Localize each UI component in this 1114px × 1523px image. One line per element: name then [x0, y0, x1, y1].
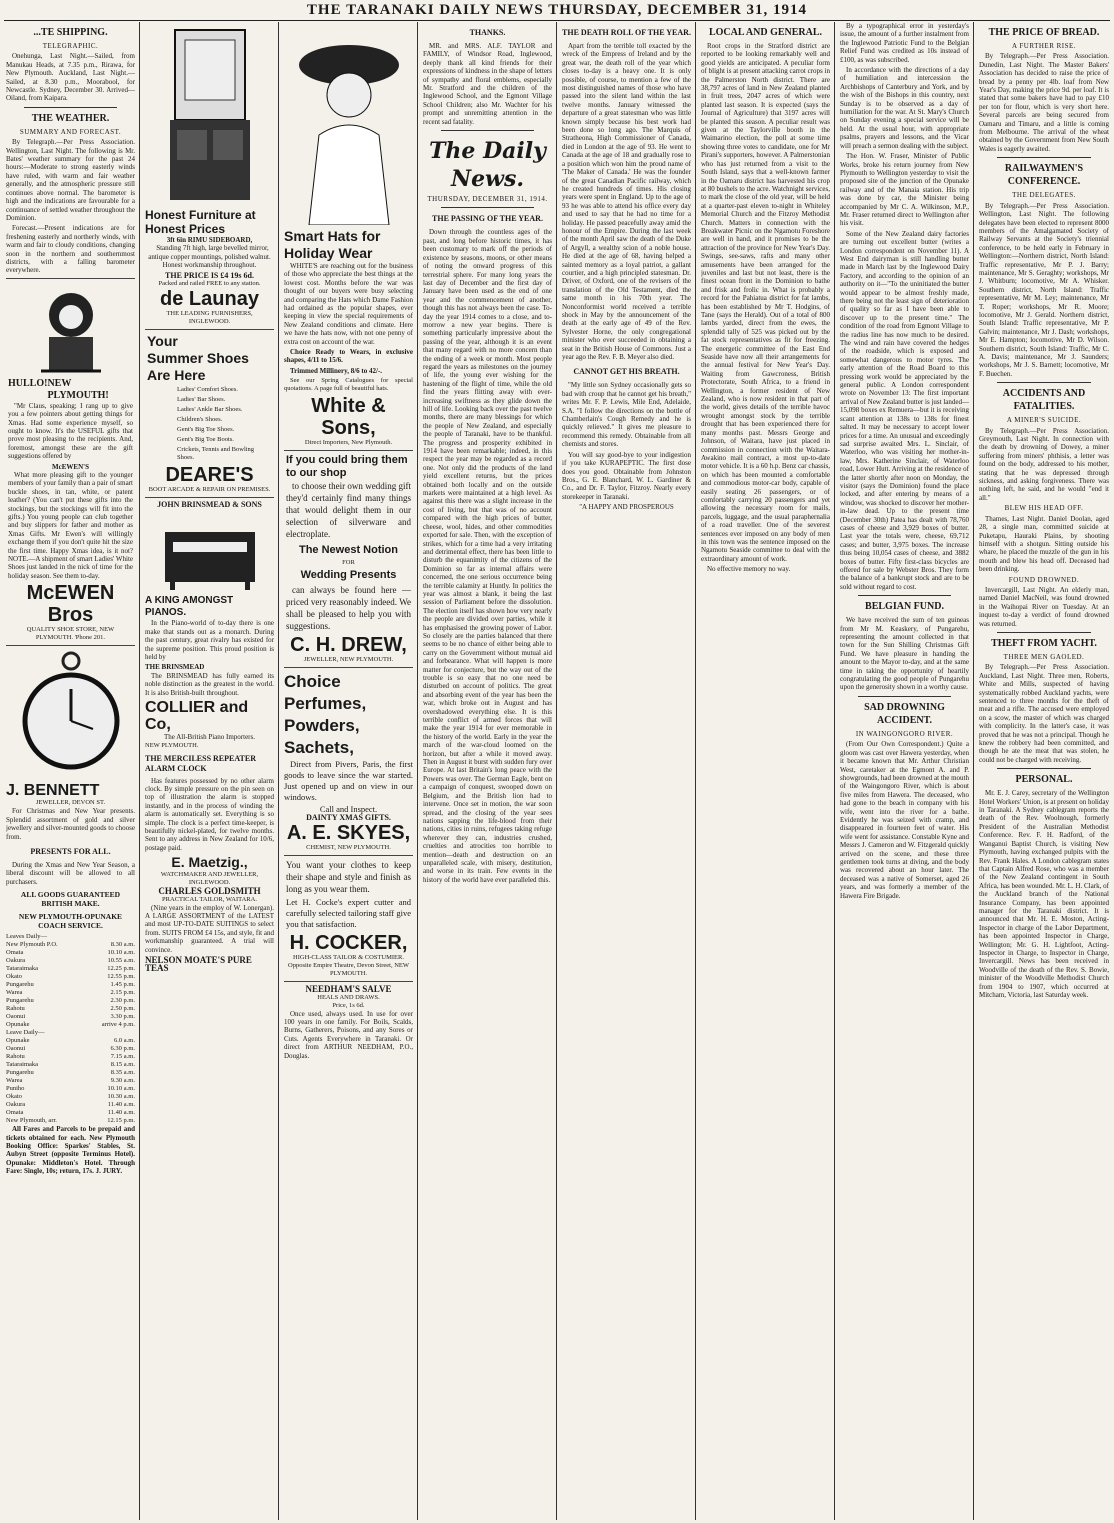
collier-name: COLLIER and Co,	[145, 699, 249, 734]
timetable-row	[6, 1117, 135, 1125]
the-brinsmead-label: THE BRINSMEAD	[145, 663, 205, 672]
forecast-text: Forecast.—Present indications are for freshening easterly and northerly winds, with warm and fair to cloudy conditions, changing soon in the northern and southernmost districts, with a falling barometer everywhere.	[6, 224, 135, 275]
timetable-stop: Warea	[6, 1077, 23, 1085]
weather-heading: THE WEATHER.	[31, 112, 110, 124]
column-divider	[834, 22, 835, 1520]
timetable-return	[6, 1037, 135, 1125]
drowning-text: (From Our Own Correspondent.) Quite a gloom was cast over Hawera yesterday, when it became known that Mr. Arthur Christian West, caretaker at the Egmont A. and P. showgrounds, had been drowned at the mouth of the Waingongoro River, which is about five miles from Hawera. The deceased, who had gone to the beach in company with his wife, went into the river for a bathe. Evidently he was seized with cramp, and disappeared in fourteen feet of water. His wife went for assistance. Constable Kyne and Messrs J. Cameron and W. Fitzgerald quickly arrived on the scene, and these three gentlemen took turns at diving, and the body was recovered about an hour later. The deceased was a native of Somerset, aged 26 years, and was formerly a member of the Hawera Fire Brigade.	[840, 740, 969, 900]
skyes-subheading: CHEMIST, NEW PLYMOUTH.	[306, 844, 391, 852]
needham-text: Once used, always used. In use for over 100 years in one family. For Boils, Scalds, Burns, Gatherers, Poisons, and any Sores or Cuts. Agents Everywhere in Taranaki. Or direct from ARTHUR NEEDHAM, P.O., Douglas.	[284, 1009, 413, 1060]
accidents-heading: ACCIDENTS AND FATALITIES.	[1002, 388, 1086, 413]
bring-text: to choose their own wedding gift they'd certainly find many things that would delight them in our selection of silverware and electroplate.	[286, 481, 411, 540]
masthead: THE TARANAKI DAILY NEWS THURSDAY, DECEMBER 31, 1914	[306, 2, 808, 18]
divider	[997, 768, 1091, 769]
shoe-list-item: Ladies' Ankle Bar Shoes.	[177, 406, 243, 414]
timetable-row	[6, 1045, 135, 1053]
thanks-text: MR. and MRS. ALF. TAYLOR and FAMILY, of Windsor Road, Inglewood, deeply thank all kind friends for their expressions of kindness in the shape of letters of sympathy and floral emblems, especially Mr. Stratford and the children of the Inglewood School, and the Egmont Village School Children; also Mr. Wachter for his prompt and unremitting attention in the recent sad fatality.	[423, 42, 552, 126]
blew-head-text: Thames, Last Night. Daniel Doolan, aged 28, a single man, committed suicide at Puketapu, Hauraki Plains, by shooting himself with a shotgun. Sitting outside his whare, he placed the muzzle of the gun in his mouth and blew his head off. Deceased had been drinking.	[979, 514, 1109, 574]
timetable-time: 1.45 p.m.	[110, 981, 135, 989]
column-6	[701, 22, 830, 1520]
timetable-stop: New Plymouth, arr.	[6, 1117, 57, 1125]
timetable-stop: Puniho	[6, 1085, 25, 1093]
timetable-time: 3.30 p.m.	[110, 1013, 135, 1021]
death-roll-text: Apart from the terrible toll exacted by the wreck of the Empress of Ireland and by the great war, the death roll of the year which closes to-day is a heavy one. It is only possible, of course, to mention a few of the most distinguished names of those who have passed into the silent land within the last twelve months. January witnessed the departure of a great statesman who was little known simply because his best work had been done so long ago. The Marquis of Stratheona, High Commissioner of Canada, died in London at the age of 93. He went to Canada at the age of 18 and gradually rose to a position which won him the proud name of 'The Maker of Canada.' He was the founder of the great Canadian Pacific railway, which he created hundreds of times. His closing years were spent in England. Up to the age of 93 he was able to attend his office every day and used to say that he had no time for a holiday. He passed peacefully away amid the honour of the Empire. During the last week of the month April saw the death of the Duke of Argyll, a wealthy scion of a noble house. He died at the age of 68, having helped a sainted memory as a loyal patriot, a gallant courtier, and a high principled statesman. Dr. Driver, of Oxford, one of the revisers of the translation of the Old Testament, died the same month in his 70th year. The Nonconformist world received a terrible shock in May by the announcement of the death at the early age of 49 of the Rev. Sylvester Horne, the only congregational minister who ever succeeded in obtaining a seat in the British House of Commons. Just a year ago the Rev. F. B. Meyer also died.	[562, 42, 691, 362]
column-4	[423, 22, 552, 1520]
clothes-text: You want your clothes to keep their shape and style and finish as long as you wear them.	[286, 860, 411, 895]
personal-text: Mr. E. J. Carey, secretary of the Wellington Hotel Workers' Union, is at present on holiday in Taranaki. A Sydney cablegram reports the death of the Rev. Woolnough, formerly President of the Australian Methodist Conference. Rev. F. H. Radford, of the Wanganui Baptist Church, is visiting New Plymouth, having exchanged pulpits with the Rev. Frank Hales. A London cablegram states that Captain Alfred Rose, who was a member of the New Zealand contingent in South Africa, has been wounded. Mr. L. H. Clark, of the Auckland branch of the National Insurance Company, has been appointed manager for the Taranaki district. It is announced that Mr. H. E. Moston, Acting-Inspector in charge of the Labor Department, has been appointed Inspector in Charge, Wellington; Mr. G. H. Lightfoot, Acting-Inspector in Charge, to Inspector in Charge, Invercargill. News has been received in Woodville of the death of the Rev. S. Bowie, minister of the Woodville Methodist Church from 1904 to 1907, which occurred at Mitcham, Victoria, last Saturday week.	[979, 789, 1109, 999]
timetable-row	[6, 1085, 135, 1093]
needham-heading: NEEDHAM'S SALVE	[305, 984, 392, 995]
timetable-time: arrive 4 p.m.	[101, 1021, 135, 1029]
sideboard-label: 3ft 6in RIMU SIDEBOARD,	[166, 236, 253, 244]
timetable-stop: Oakura	[6, 1101, 26, 1109]
white-sons-subheading: Direct Importers, New Plymouth.	[304, 439, 393, 447]
passing-heading: THE PASSING OF THE YEAR.	[432, 214, 543, 224]
king-heading: A KING AMONGST PIANOS.	[145, 595, 234, 619]
mcewen-text: "Mr Claus, speaking; I rang up to give you a few pointers about getting things for Xmas. Had some experience myself, so ought to know. It's the USEFUL gifts that prove most pleasing to the recipients. And, foremost, amongst these are the gift suggestions offered by	[8, 401, 133, 461]
theft-text: By Telegraph.—Per Press Association. Auckland, Last Night. Three men, Roberts, White and Mills, suspected of having systematically robbed Auckland yachts, were sentenced to three months for the theft of meat and a rifle. The accused were employed on a scow, the master of which was charged with complicity. In the latter's case, it was proved that he was not a principal. Though he knew the robbery had been committed, and though he ate the meat that was stolen, he could not be charged with receiving.	[979, 663, 1109, 764]
shoe-list-item: Gent's Big Toe Shoes.	[177, 426, 235, 434]
timetable-time: 11.40 a.m.	[107, 1109, 135, 1117]
timetable-stop: Oakura	[6, 957, 26, 965]
column-3	[284, 22, 413, 1520]
closing-text: No effective memory no way.	[707, 565, 791, 574]
cannot-breath-heading: CANNOT GET HIS BREATH.	[573, 367, 680, 377]
goldsmith-text: (Nine years in the employ of W. Lonergan). A LARGE ASSORTMENT of the LATEST and most UP-TO-DATE SUITINGS to select from. SUITS FROM £4 15s, and style, fit and workmanship guaranteed. A trial will convince.	[145, 903, 274, 954]
timetable-row	[6, 941, 135, 949]
masthead-rule	[4, 20, 1110, 21]
piano-illustration	[155, 512, 265, 592]
wedding-text: can always be found here —priced very reasonably indeed. We shall be pleased to help you with suggestions.	[286, 585, 411, 632]
choice-ready-text: Choice Ready to Wears, in exclusive shapes, 4/11 to 15/6.	[284, 348, 413, 365]
delaunay-subheading: THE LEADING FURNISHERS, INGLEWOOD.	[166, 310, 253, 326]
death-roll-heading: THE DEATH ROLL OF THE YEAR.	[562, 28, 691, 37]
timetable-row	[6, 1013, 135, 1021]
newest-notion-heading: The Newest Notion	[298, 544, 398, 557]
timetable-row	[6, 949, 135, 957]
timetable-stop: Okato	[6, 973, 22, 981]
mcewen-text-2: What more pleasing gift to the younger members of your family than a pair of smart buckle shoes, in tan, white, or patent leather? (You can't put these gifts into the stockings, but the stockings will fit into the gifts.) You young people can club together and buy slippers for father and mother as Xmas Gifts. Mr Ewen's will willingly exchange them if you don't quite hit the size the first time. Happy Xmas idea, is it not? NOTE.—A shipment of smart Ladies' White Shoes just landed in the nick of time for the holiday season. See them to-day.	[8, 471, 133, 580]
personal-heading: PERSONAL.	[1015, 774, 1073, 786]
timetable-time: 2.50 p.m.	[110, 1005, 135, 1013]
leaves-daily-label: Leaves Daily—	[6, 933, 47, 941]
needham-price: Price, 1s 6d.	[332, 1001, 365, 1009]
perfumes-heading: Choice Perfumes, Powders, Sachets,	[284, 672, 367, 758]
found-drowned-subheading: FOUND DROWNED.	[1008, 575, 1080, 584]
shoe-list-item: Ladies' Bar Shoes.	[177, 396, 226, 404]
col7-text-3: Some of the New Zealand dairy factories are turning out excellent butter (writes a London correspondent on November 11). A West End dairyman is still handling butter made in March last by the Inglewood Dairy Factory, and according to the opinion of an authority on it—"To the uninitiated the butter would appear to be almost freshly made, there being not the least sign of deterioration of quality so far as I have been able to discover up to the present time." The condition of the road from Egmont Village to the radius line has now much to be desired. The wind and rain have covered the hedges of the roadside, which is exposed and somewhat dangerous to motor tyres. The early attention of the Road Board to this pressing work would be appreciated by the general public. A London correspondent wrote on November 13: The first important arrival of New Zealand butter is just landed—15,098 boxes ex Remuera—but it is receiving scant attention at 138s to 138s for finest salted. It may be necessary to accept lower prices for a time. An unusual and exceedingly sad surprise awaited Mrs. L. Sinclair, of Waterloo, who was visiting her mother-in-law, Mrs. Katherine Sinclair, of Waterloo road, Lower Hutt. Arriving at the residence of the latter shortly after noon on Monday, the visitor (says the Dominion) found the place locked, and after entering by means of a window, was shocked to discover her mother-in-law dead. Up to the present time (December 30th) Patea has dealt with 78,760 cases of cheese and 3,929 boxes of butter. Last year the totals were, cheese, 69,712 cases; and butter, 3,975 boxes. The increase thus being 10,054 cases of cheese, and 3882 boxes of butter. Fifty first-class bicycles are offered for sale by Webster Bros. They form the balance of a bankrupt stock and are to be sold without regard to cost.	[840, 229, 969, 591]
found-drowned-text: Invercargill, Last Night. An elderly man, named Daniel MacNeil, was found drowned in the Waihopai River on Tuesday. At an inquest to-day a verdict of found drowned was returned.	[979, 585, 1109, 628]
divider	[997, 157, 1091, 158]
price-subtext: Packed and railed FREE to any station.	[158, 280, 261, 288]
bring-heading: If you could bring them to our shop	[286, 454, 408, 480]
column-2	[145, 22, 274, 1520]
collier-subheading: The All-British Piano Importers.	[164, 733, 255, 742]
timetable-stop: Okato	[6, 1093, 22, 1101]
hullo-label: HULLO!	[8, 377, 48, 389]
timetable-row	[6, 1077, 135, 1085]
sideboard-text: Standing 7ft high, large bevelled mirror, antique copper mountings, polished walnut. Honest workmanship throughout.	[148, 244, 271, 270]
suicide-text: By Telegraph.—Per Press Association. Greymouth, Last Night. In connection with the death by drowning of Dowey, a miner suffering from miners' phthisis, a letter was found on the body, addressed to his mother, stating that he was depressed through sickness, and asking forgiveness. There was nothing left, he said, and he would "end it all."	[979, 426, 1109, 502]
column-divider	[417, 22, 418, 1520]
bennett-name: J. BENNETT	[6, 782, 100, 800]
maetzig-subheading: WATCHMAKER AND JEWELLER, INGLEWOOD.	[160, 871, 259, 887]
col7-text-1: In accordance with the directions of a day of humiliation and intercession the Archbishops of Canterbury and York, and by the wish of the Bishops in this country, next Sunday is to be observed as a day of humiliation for the war. At St. Mary's Church on Sunday evening a special service will be held. At the usual hour, with appropriate psalms, prayers and lessons, and the Vicar will preach a sermon dealing with the subject.	[840, 66, 969, 150]
thanks-heading: THANKS.	[469, 28, 506, 37]
merciless-heading: THE MERCILESS REPEATER ALARM CLOCK	[145, 753, 256, 773]
timetable-stop: New Plymouth P.O.	[6, 941, 58, 949]
timetable-time: 8.15 a.m.	[110, 1061, 135, 1069]
timetable-time: 10.10 a.m.	[107, 949, 135, 957]
shoe-list-item: Children's Shoes.	[177, 416, 223, 424]
for-label: FOR	[342, 559, 355, 567]
skyes-name: A. E. SKYES,	[286, 822, 411, 845]
sideboard-illustration	[165, 25, 255, 205]
timetable-stop: Oaonui	[6, 1045, 26, 1053]
typo-correction-text: By a typographical error in yesterday's issue, the amount of a further instalment from the Inglewood Patriotic Fund to the Belgian Relief Fund was credited as 10s instead of £100, as was subscribed.	[840, 22, 969, 64]
divider	[997, 632, 1091, 633]
bennett-subheading: JEWELLER, DEVON ST.	[35, 799, 106, 807]
goodbye-text: You will say good-bye to your indigestion if you take KURAPEPTIC. The first dose does you good. Obtainable from Johnston Bros., G. E. Blanchard, W. L. Gardiner & Co., and Dr. F. Taylor, Fitzroy. Nearly every storekeeper in Taranaki.	[562, 450, 691, 501]
timetable-time: 2.30 p.m.	[110, 997, 135, 1005]
bread-price-heading: THE PRICE OF BREAD.	[988, 27, 1100, 38]
newspaper-nameplate: The Daily News.	[429, 138, 546, 193]
goldsmith-name: CHARLES GOLDSMITH	[158, 886, 261, 897]
divider	[24, 107, 117, 108]
cannot-breath-text: "My little son Sydney occasionally gets so bad with croup that he cannot get his breath," writes Mr. F. P. Lewis, Mile End, Adelaide, S.A. "I follow the directions on the bottle of Chamberlain's Cough Remedy and he is quickly relieved." It gives me pleasure to recommend this remedy. Obtainable from all chemists and stores.	[562, 381, 691, 449]
timetable-time: 8.35 a.m.	[110, 1069, 135, 1077]
catalogue-text: See our Spring Catalogues for special quotations. A page full of beautiful hats.	[284, 377, 413, 393]
shipping-text: Onehunga, Last Night.—Sailed, from Manukau Heads, at 7.35 p.m., Rirawa, for New Plymouth. Auckland, Last Night.—Sailed, at 8.30 p.m., Moorabool, for Newcastle. Sydney, December 30. Arrived—Oiland, from Kaipara.	[6, 52, 135, 103]
timetable-row	[6, 1061, 135, 1069]
coach-footer: All Fares and Parcels to be prepaid and tickets obtained for each. New Plymouth Booking Office: Sparkes' Stables, St. Aubyn Street (opposite Terminus Hotel). Opunake: Middleton's Hotel. Through Fare: Single, 10s; return, 17s. J. JURY.	[6, 1125, 135, 1176]
column-divider	[139, 22, 140, 1520]
timetable-row	[6, 1053, 135, 1061]
divider	[997, 382, 1091, 383]
timetable-row	[6, 997, 135, 1005]
delegates-subheading: THE DELEGATES.	[1012, 191, 1076, 200]
timetable-stop: Opunake	[6, 1037, 30, 1045]
cocker-text: Let H. Cocke's expert cutter and carefully selected tailoring staff give you that satisfaction.	[286, 897, 411, 930]
column-8	[979, 22, 1109, 1520]
drowning-heading: SAD DROWNING ACCIDENT.	[864, 701, 945, 726]
theft-heading: THEFT FROM YACHT.	[991, 637, 1097, 649]
col7-text-2: The Hon. W. Fraser, Minister of Public Works, broke his return journey from New Plymouth to Wellington yesterday to visit the proposed site of the junction of the Opunake railway and of the Manaia station. His trip was done by car, the Minister being accompanied by Mr C. A. Wilkinson, M.P., Mr. Fraser returned direct to Wellington after his visit.	[840, 152, 969, 228]
coach-heading: NEW PLYMOUTH-OPUNAKE COACH SERVICE.	[18, 912, 123, 931]
wedding-presents-heading: Wedding Presents	[300, 569, 397, 582]
timetable-stop: Tataraimaka	[6, 965, 39, 973]
shoe-list	[147, 386, 272, 462]
mcewen-bros-name: McEWEN Bros	[26, 582, 115, 627]
dateline: THURSDAY, DECEMBER 31, 1914.	[427, 195, 548, 204]
timetable-stop: Omata	[6, 949, 24, 957]
shoe-list-item: Gent's Big Toe Boots.	[177, 436, 234, 444]
dainty-gifts-label: DAINTY XMAS GIFTS.	[306, 812, 391, 822]
timetable-time: 8.30 a.m.	[110, 941, 135, 949]
delaunay-name: de Launay	[160, 288, 259, 311]
shoes-heading-2: Summer Shoes	[147, 350, 249, 367]
column-divider	[695, 22, 696, 1520]
timetable-stop: Pungarehu	[6, 997, 34, 1005]
timetable-time: 12.55 p.m.	[107, 973, 135, 981]
timetable-row	[6, 973, 135, 981]
gaoled-subheading: THREE MEN GAOLED.	[1003, 652, 1085, 661]
belgian-fund-text: We have received the sum of ten guineas from Mr M. Keaskery, of Pungarehu, representing the amount collected in that town for the Sun Shilling Christmas Gift Fund. We have pleasure in handing the amount to the Mayor to-day, and at the same time in taking the opportunity of heartily congratulating the good people of Pungarehu upon the generosity shown in a worthy cause.	[840, 616, 969, 692]
timetable-row	[6, 1109, 135, 1117]
shoe-list-item: Crickets, Tennis and Bowling Shoes.	[177, 446, 255, 462]
timetable-stop: Rahotu	[6, 1053, 25, 1061]
guaranteed-heading: ALL GOODS GUARANTEED BRITISH MAKE.	[20, 890, 121, 909]
mcewens-label: McEWEN'S	[52, 462, 89, 471]
leave-daily-label: Leave Daily—	[6, 1029, 45, 1037]
shipping-heading: ...TE SHIPPING.	[33, 27, 108, 38]
timetable-row	[6, 957, 135, 965]
new-plymouth-label: NEW PLYMOUTH!	[47, 377, 109, 401]
cocker-subheading: HIGH-CLASS TAILOR & COSTUMIER. Opposite Empire Theatre, Devon Street, NEW PLYMOUTH.	[288, 954, 409, 978]
drowning-subheading: IN WAINGONGORO RIVER.	[855, 729, 954, 738]
divider	[441, 207, 534, 208]
bennett-text: For Christmas and New Year presents. Splendid assortment of gold and silver jewellery and silver-mounted goods to choose from.	[6, 807, 135, 841]
trimmed-text: Trimmed Millinery, 8/6 to 42/-.	[290, 366, 383, 375]
belgian-fund-heading: BELGIAN FUND.	[865, 601, 944, 613]
shipping-subheading: TELEGRAPHIC.	[42, 42, 99, 50]
timetable-stop: Pungarehu	[6, 1069, 34, 1077]
timetable-time: 9.30 a.m.	[110, 1077, 135, 1085]
column-1	[6, 22, 135, 1520]
timetable-stop: Opunake	[6, 1021, 30, 1029]
railway-text: By Telegraph.—Per Press Association. Wellington, Last Night. The following delegates have been elected to represent 8000 members of the Amalgamated Society of Railway Servants at the Society's triennial conference, to be held early in February in Wellington:—Northern district, North Island: Traffic representative, Mr P. J. Barry; maintenance, Mr S. Geraghty; workshops, Mr J. Whitburn; locomotive, Mr A. Whisker. Southern district, North Island: Traffic representative, Mr M. Ley; maintenance, Mr T. Roper; workshops, Mr R. Moore; locomotive, Mr J. Gerald. Northern district, South Island: Traffic representative, Mr P. Galvin; maintenance, Mr J. Dash; workshops, Mr E. Hampton; locomotive, Mr D. Wilson. Southern district, South Island: Traffic, Mr C. A. Davis; maintenance, Mr J. Saunders; workshops, Mr J. S. Barnett; locomotive, Mr F. Buechen.	[979, 201, 1109, 378]
timetable-time: 10.55 a.m.	[107, 957, 135, 965]
deares-name: DEARE'S	[165, 464, 254, 487]
local-general-heading: LOCAL AND GENERAL.	[708, 27, 823, 38]
timetable-row	[6, 1101, 135, 1109]
timetable-row	[6, 1069, 135, 1077]
hats-text: WHITE'S are reaching out for the business of those who appreciate the best things at the lowest cost. Months before the war was thought of our buyers were busy selecting and comparing the Hats which Dame Fashion had ordained as the popular shapes, ever keeping in view the special requirements of New Zealand conditions and climate. Here we have the hats now, with not one penny of extra cost on account of the war.	[284, 262, 413, 346]
collier-town: NEW PLYMOUTH.	[145, 741, 199, 749]
timetable-time: 7.15 a.m.	[110, 1053, 135, 1061]
column-divider	[973, 22, 974, 1520]
happy-prosperous-label: "A HAPPY AND PROSPEROUS	[579, 503, 674, 512]
suicide-subheading: A MINER'S SUICIDE.	[1006, 416, 1082, 425]
timetable-time: 11.40 a.m.	[107, 1101, 135, 1109]
column-divider	[556, 22, 557, 1520]
shoe-list-item: Ladies' Comfort Shoes.	[177, 386, 238, 394]
cocker-name: H. COCKER,	[289, 932, 408, 955]
weather-subheading: SUMMARY AND FORECAST.	[19, 127, 122, 136]
brinsmead-banner: JOHN BRINSMEAD & SONS	[157, 500, 262, 510]
timetable-stop: Oaonui	[6, 1013, 26, 1021]
timetable-time: 10.10 a.m.	[107, 1085, 135, 1093]
drew-subheading: JEWELLER, NEW PLYMOUTH.	[303, 656, 394, 664]
timetable-outbound	[6, 941, 135, 1029]
deares-subheading: BOOT ARCADE & REPAIR ON PREMISES.	[148, 486, 271, 494]
hat-lady-illustration	[294, 25, 404, 225]
railway-conference-heading: RAILWAYMEN'S CONFERENCE.	[1004, 163, 1084, 188]
call-inspect-label: Call and Inspect.	[319, 804, 378, 815]
nelson-moate-name: NELSON MOATE'S PURE TEAS	[145, 955, 252, 974]
timetable-time: 6.0 a.m.	[114, 1037, 135, 1045]
timetable-stop: Tataraimaka	[6, 1061, 39, 1069]
heals-label: HEALS AND DRAWS.	[317, 993, 380, 1001]
timetable-stop: Pungarehu	[6, 981, 34, 989]
santa-illustration	[31, 285, 111, 375]
king-text: In the Piano-world of to-day there is one make that stands out as a monarch. During the past century, great rivalry has existed for the supreme position. This proud position is held by	[145, 619, 274, 662]
divider	[858, 595, 951, 596]
timetable-time: 12.25 p.m.	[107, 965, 135, 973]
timetable-row	[6, 1005, 135, 1013]
timetable-row	[6, 965, 135, 973]
timetable-row	[6, 1093, 135, 1101]
timetable-time: 2.15 p.m.	[110, 989, 135, 997]
brinsmead-text: The BRINSMEAD has fully earned its noble distinction as the greatest in the world. It is also British-built throughout.	[145, 671, 274, 697]
mcewen-advert	[6, 278, 135, 647]
goldsmith-subheading: PRACTICAL TAILOR, WAITARA.	[162, 895, 257, 903]
drew-name: C. H. DREW,	[290, 634, 407, 657]
smart-hats-heading: Smart Hats for Holiday Wear	[284, 228, 381, 261]
shoes-heading-1: Your	[147, 333, 178, 350]
maetzig-name: E. Maetzig.,	[171, 854, 248, 871]
timetable-row	[6, 1037, 135, 1045]
white-sons-name: White & Sons,	[311, 395, 386, 440]
timetable-stop: Omata	[6, 1109, 24, 1117]
blew-head-subheading: BLEW HIS HEAD OFF.	[1004, 504, 1084, 513]
weather-text: By Telegraph.—Per Press Association. Wellington, Last Night. The following is Mr. Bates' weather summary for the past 24 hours:—Moderate to strong easterly winds have ruled, with warm and fair weather generally, and the atmospheric pressure still continues above normal. The barometer is high and the indications are favourable for a continuance of settled weather throughout the Dominion.	[6, 138, 135, 222]
shoes-heading-3: Are Here	[147, 367, 206, 384]
timetable-row	[6, 989, 135, 997]
further-rise-subheading: A FURTHER RISE.	[1011, 42, 1077, 50]
timetable-row	[6, 981, 135, 989]
perfumes-text: Direct from Pivers, Paris, the first goods to leave since the war started. Just opened up and on view in our windows.	[284, 759, 413, 803]
merciless-text: Has features possessed by no other alarm clock. By simple pressure on the pin seen on top of illustration the alarm is stopped instantly, and in the process of winding the alarm is automatically set. Everything is so simple. The clock is a perfect time-keeper, is beautifully nickel-plated, for twelve months. Sent to any address in New Zealand for 10/6, postage paid.	[145, 776, 274, 852]
local-general-text: Root crops in the Stratford district are reported to be looking remarkably well and good yields are anticipated. A peculiar form of blight is at present attacking carrot crops in the Palmerston North district. There are 38,797 acres of land in New Zealand planted in fruit trees, 2047 acres of which were planted last season. It is expected (says the Journal of Agriculture) that 3197 acres will be planted this season. A peculiar result was given at the Taylorville booth in the Waimarino election, the poll at some time showing three votes to candidate, one for Mr Pirani's supporters, however. A Palmerstonian who has just returned from a visit to the South Island, says that a well-known farmer in the Oamaru district has harvested his crop at 80 bushels to the acre. Watchnight services, to mark the close of the old year, will be held at a quarter-past eleven to-night in Whiteley Memorial Church and the Fitzroy Methodist Church. Matters in connection with the Breakwater Picnic on the Ngamotu Foreshore are well in hand, and it promises to be the attraction of the province for New Year's Day. Swings, see-saws, rafts and many other amusements have been arranged for the juveniles and last but not least, there is the finest ocean front in the Dominion to bathe and frisk and frolic in. What is probably a record for the Pahiatua district for fat lambs, has been established by Mr T. Hodgins, of Tane (says the Herald). Out of a total of 800 lambs yarded, direct from the ewes, the splendid tally of 525 was picked out by the fat stock representatives as fit for freezing. The energetic committee of the East End Seaside have now all their arrangements for the annual festival for New Year's Day. Waiting from Gawcroness, British Protectorate, South Africa, to a friend in Wellington, a former resident of New Zealand, who is now resident in that part of the world, gives details of the terrible havoc wrought amongst stock by the terrible drought that has been experienced there for many months past. Messrs George and Johnson, of Waitara, have just placed in commission in connection with the Waitara-Awakino mail contract, a most up-to-date motor vehicle. It is a 60 h.p. Benz car chassis, on which has been mounted a comfortable and commodious motor-car body, capable of easily seating 26 passengers, or of comfortably carrying 20 passengers and yet allowing the necessary room for mails, parcels, luggage, and the usual paraphernalia of a road traveller. One of the severest sentences ever imposed on any body of men in this town was the sentence imposed on the Ngamotu Seaside committee to deal with the extraordinary amount of work.	[701, 42, 830, 563]
pocket-watch-illustration	[21, 649, 121, 779]
column-7	[840, 22, 969, 1520]
timetable-stop: Rahotu	[6, 1005, 25, 1013]
mcewen-store: QUALITY SHOE STORE, NEW PLYMOUTH. 'Phone 201.	[26, 626, 115, 642]
passing-text: Down through the countless ages of the past, and long before historic times, it has been customary to mark off the periods of existence by seasons, moons, or other means of noting the onward progress of this terrestrial sphere. For many long years the last day of December and the first day of January have been used as the end of one year and the commencement of another, though this has not always been the case. To-day the year 1914 comes to a close, and to-morrow a new year begins. There is something particularly impressive about the passing of the year, although it is an event that many regard with no more concern than the ending of a week or month. Most people regard the years as milestones on the journey of life, the young ever wishing for the hastening of the flight of time, while the old find the years flitting away with ever-increasing swiftness as they glide down the hill of life. Looking back over the past twelve months, there are many blessings for which the people of New Zealand, and especially the people of Taranaki, have to be thankful. The progress and prosperity exhibited in 1914 have been remarkable; indeed, in this respect the year may be regarded as a record one. Not only did the products of the land yield excellent returns, but the prices obtained both locally and on the outside markets were maintained at a high level. As against this there was a slight increase in the cost of living, but that was of no account compared with the high prices of butter, cheese, wool, hides, and other commodities exported for sale. Then, with the exception of strikes, which for a time had a very irritating and detrimental effect, there has been little to disturb the equanimity of the citizens of the Dominion so far as internal affairs were concerned, the one serious occurrence being the terrible calamity at Huntly. In politics the year was almost a blank, it being the last session of Parliament before the dissolution. The election itself has shown how very nearly the people are divided over parties, while it has emphasised the growing power of Labor. So closely are the parties balanced that there seems to be no chance of either being able to carry on the Government without mutual aid and forbearance. What will happen is more matter for conjecture, but the way out of the trouble is so easy that no one need be disturbed on account of politics. The great and absorbing event of the year has been the war, which broke out in August and has overshadowed everything else. It is this terrible conflict of armed forces that will make the year 1914 for ever memorable in the history of the world. Early in the year the march of the war-cloud loomed on the horizon, but after a while it moved away. Then in August it burst with sudden fury over Europe. At last Britain's long peace with the Powers was over. The German Eagle, bent on a campaign of conquest, swooped down on Belgium, and the British lion had to intervene. Once set in motion, the war soon spread, and the closing of the year sees nations sapping the life-blood from their nations, cities in ruins, refugees taking refuge wherever they can, industries crushed, cruelties and atrocities too horrible to mention—death and destruction on an unparalleled scale, with misery, destitution, and worse in its train. Few events in the history of the world have ever paralleled this.	[423, 228, 552, 884]
timetable-row	[6, 1021, 135, 1029]
column-5	[562, 22, 691, 1520]
timetable-time: 6.30 p.m.	[110, 1045, 135, 1053]
divider	[858, 696, 951, 697]
presents-text: During the Xmas and New Year Season, a liberal discount will be allowed to all purchasers.	[6, 860, 135, 886]
price-label: THE PRICE IS £4 19s 6d.	[165, 270, 254, 280]
timetable-time: 12.15 p.m.	[107, 1117, 135, 1125]
timetable-stop: Warea	[6, 989, 23, 997]
furniture-heading: Honest Furniture at Honest Prices	[145, 208, 256, 236]
bread-price-text: By Telegraph.—Per Press Association. Dunedin, Last Night. The Master Bakers' Association has decided to raise the price of bread by a penny per 4lb. loaf from New Year's Day, making the price 9d. per loaf. It is stated that some bakers have had to pay £10 per ton for flour, which is very short here. Several parcels are being secured from Oamaru and Timaru, and a little is coming from Melbourne. The arrival of the wheat obtained by the Government from New South Wales is eagerly awaited.	[979, 52, 1109, 153]
presents-heading: PRESENTS FOR ALL.	[30, 846, 111, 856]
divider	[441, 130, 534, 131]
column-divider	[278, 22, 279, 1520]
timetable-time: 10.30 a.m.	[107, 1093, 135, 1101]
